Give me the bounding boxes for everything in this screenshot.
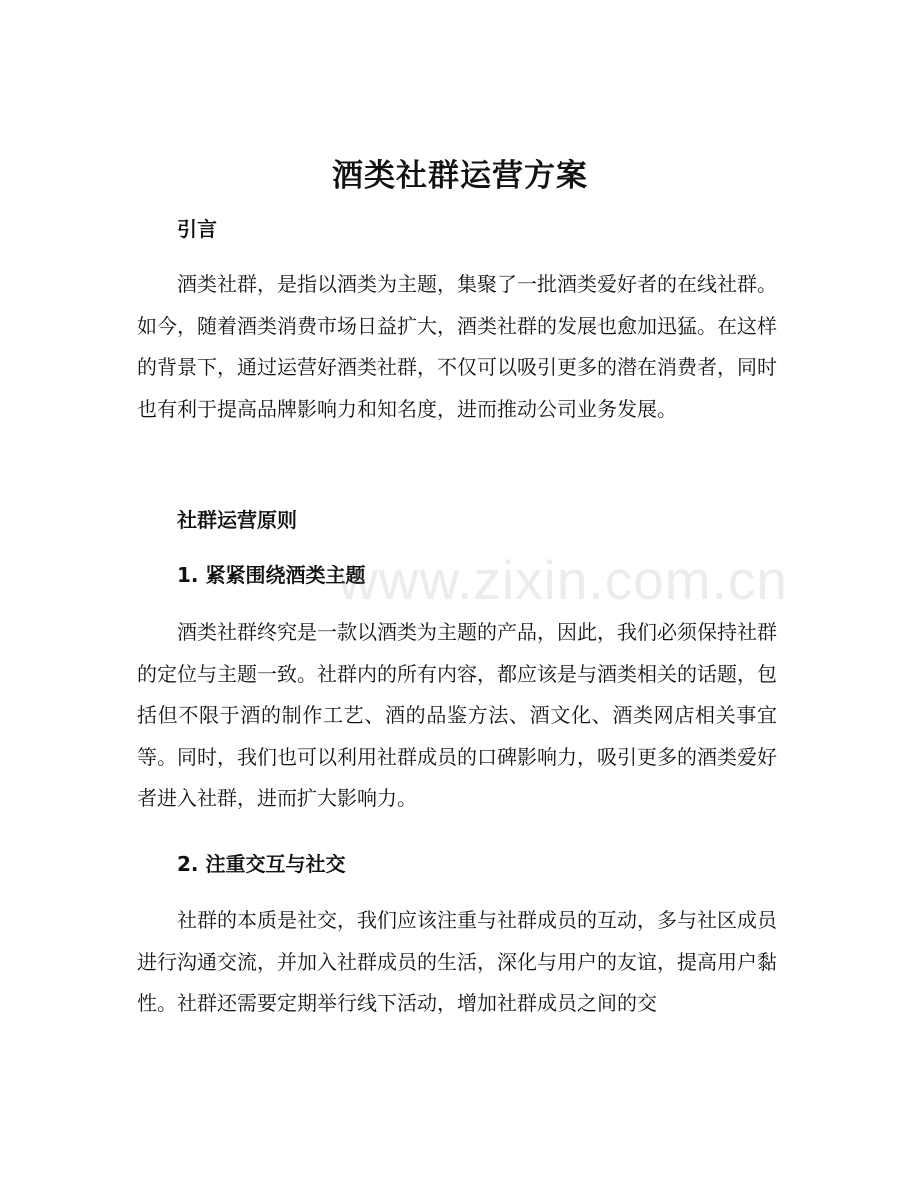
watermark: www.zixin.com.cn bbox=[338, 549, 788, 611]
document-title: 酒类社群运营方案 bbox=[332, 158, 588, 194]
section2-heading: 2. 注重交互与社交 bbox=[177, 852, 346, 876]
intro-heading: 引言 bbox=[177, 217, 217, 241]
section1-heading: 1. 紧紧围绕酒类主题 bbox=[177, 563, 366, 587]
section1-paragraph: 酒类社群终究是一款以酒类为主题的产品，因此，我们必须保持社群的定位与主题一致。社群内的所有内容，都应该是与酒类相关的话题，包括但不限于酒的制作工艺、酒的品鉴方法、酒文化、酒类网店相关事宜等。同时，我们也可以利用社群成员的口碑影响力，吸引更多的酒类爱好者进入社群，进而扩大影响力。 bbox=[137, 620, 777, 810]
intro-paragraph: 酒类社群，是指以酒类为主题，集聚了一批酒类爱好者的在线社群。如今，随着酒类消费市场日益扩大，酒类社群的发展也愈加迅猛。在这样的背景下，通过运营好酒类社群，不仅可以吸引更多的潜在消费者，同时也有利于提高品牌影响力和知名度，进而推动公司业务发展。 bbox=[137, 272, 777, 421]
principles-heading: 社群运营原则 bbox=[177, 508, 297, 532]
section2-paragraph: 社群的本质是社交，我们应该注重与社群成员的互动，多与社区成员进行沟通交流，并加入社群成员的生活，深化与用户的友谊，提高用户黏性。社群还需要定期举行线下活动，增加社群成员之间的交 bbox=[137, 908, 777, 1015]
